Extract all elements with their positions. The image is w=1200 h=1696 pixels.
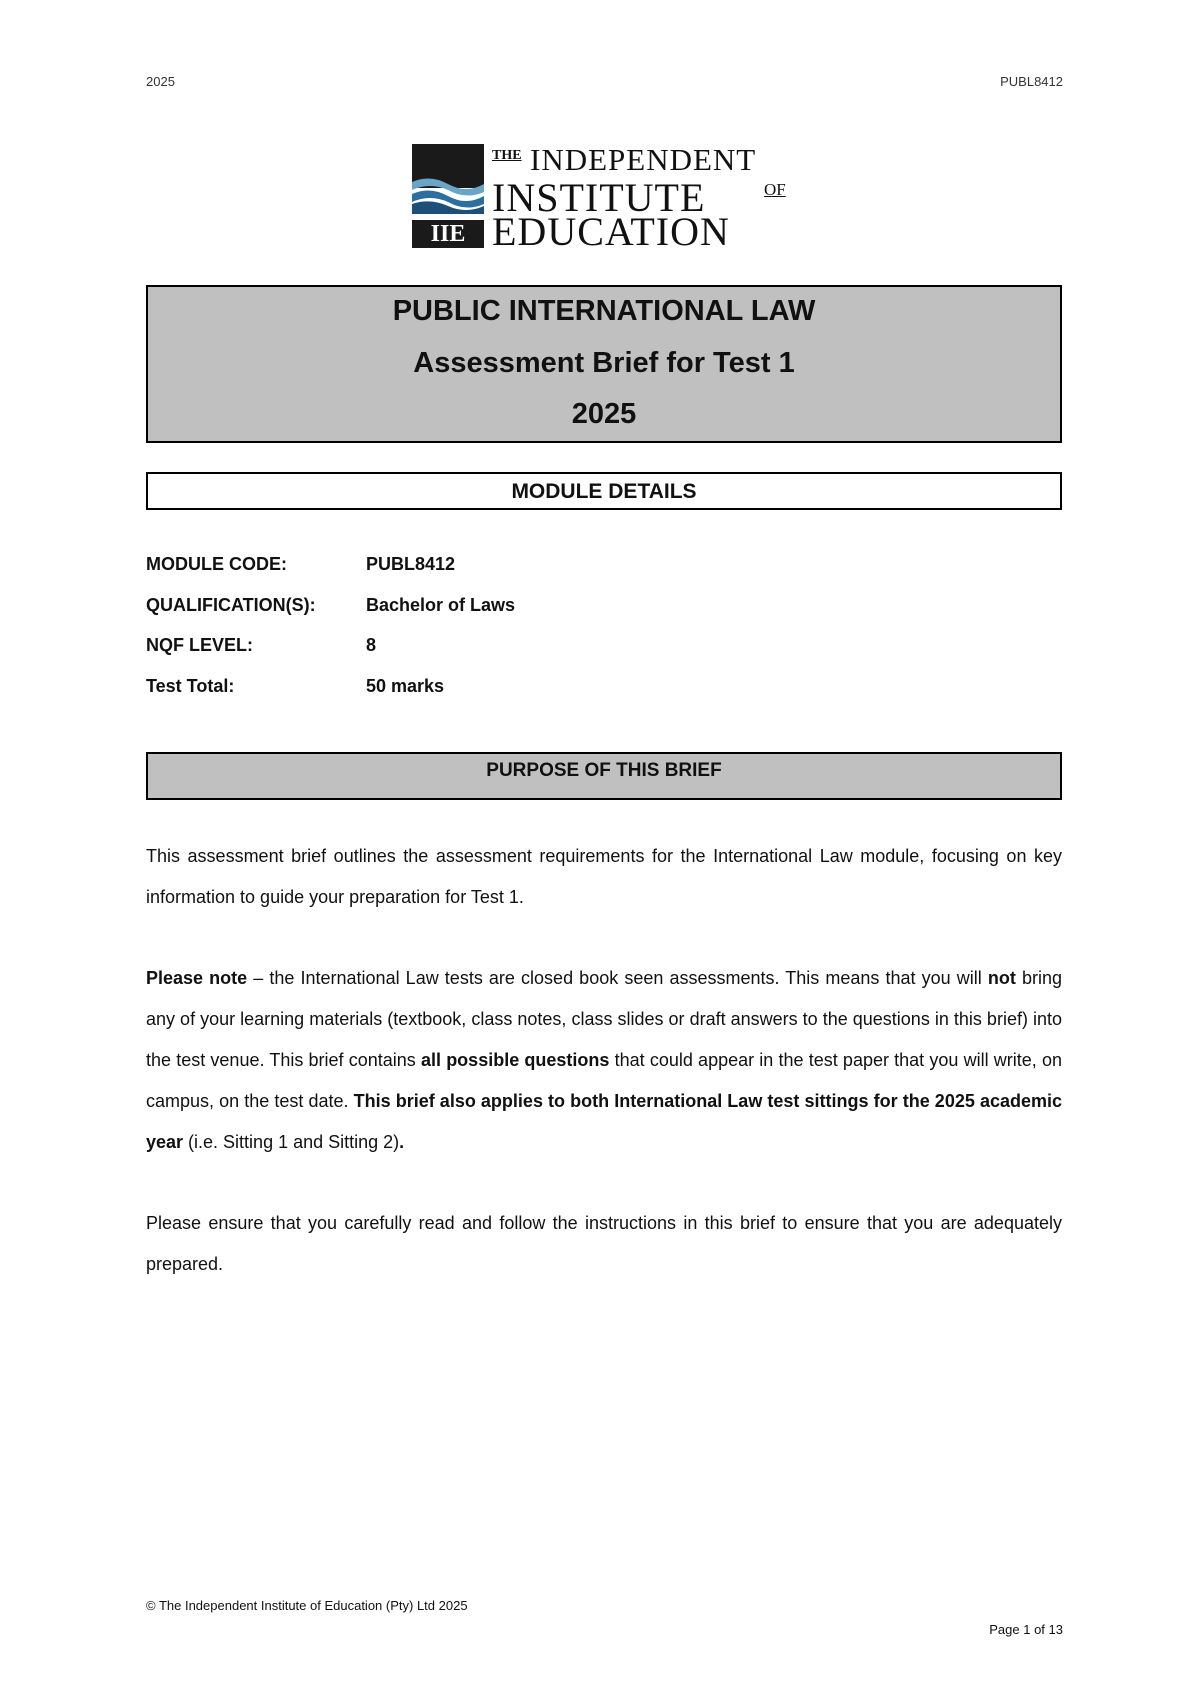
- logo-line3: EDUCATION: [492, 209, 730, 254]
- please-note-label: Please note: [146, 968, 248, 988]
- detail-value-test-total: 50 marks: [366, 676, 445, 696]
- detail-label-qualification: QUALIFICATION(S):: [146, 595, 316, 615]
- logo-line1: INDEPENDENT: [530, 142, 757, 177]
- p2-applies-to-both: This brief also applies to both International Law test sittings for the 2025 academic year: [146, 1091, 1063, 1152]
- title-assessment: Assessment Brief for Test 1: [413, 347, 795, 379]
- p2-text-1: – the International Law tests are closed book seen assessments. This means that you will: [247, 968, 988, 988]
- p2-text-2: bring any of your learning materials (textbook, class notes, class slides or draft answers to the questions in this brief) into the test venue. This brief contains: [146, 968, 1062, 1070]
- logo-mark: IIE: [430, 221, 466, 247]
- detail-value-nqf-level: 8: [366, 635, 377, 655]
- purpose-heading-box: [146, 752, 1062, 800]
- iie-logo: [412, 142, 798, 254]
- logo-of: OF: [764, 180, 786, 199]
- module-details-heading-box: [146, 472, 1062, 510]
- logo-the: THE: [492, 148, 522, 163]
- purpose-paragraph-1: This assessment brief outlines the assessment requirements for the International Law module, focusing on key information to guide your preparation for Test 1.: [146, 846, 1062, 907]
- p2-text-3: that could appear in the test paper that you will write, on campus, on the test date.: [146, 1050, 1063, 1111]
- detail-value-qualification: Bachelor of Laws: [366, 595, 516, 615]
- detail-label-nqf-level: NQF LEVEL:: [146, 635, 253, 655]
- p2-period: .: [399, 1132, 405, 1152]
- footer-copyright: © The Independent Institute of Education (Pty) Ltd 2025: [146, 1598, 468, 1613]
- detail-value-module-code: PUBL8412: [366, 554, 456, 574]
- purpose-paragraph-2: [146, 958, 1062, 1163]
- detail-label-module-code: MODULE CODE:: [146, 554, 287, 574]
- p2-sittings: (i.e. Sitting 1 and Sitting 2): [183, 1132, 400, 1152]
- detail-label-test-total: Test Total:: [146, 676, 235, 696]
- logo-line2: INSTITUTE: [492, 175, 706, 220]
- p2-not: not: [987, 968, 1016, 988]
- header-module-code: PUBL8412: [1000, 74, 1063, 89]
- footer-page-number: Page 1 of 13: [989, 1622, 1063, 1637]
- title-box: [146, 285, 1062, 443]
- title-subject: PUBLIC INTERNATIONAL LAW: [392, 295, 816, 327]
- header-year: 2025: [146, 74, 175, 89]
- purpose-heading: PURPOSE OF THIS BRIEF: [486, 760, 722, 781]
- p2-all-possible-questions: all possible questions: [420, 1050, 610, 1070]
- title-year: 2025: [571, 398, 637, 430]
- module-details-heading: MODULE DETAILS: [511, 480, 697, 503]
- purpose-paragraph-3: Please ensure that you carefully read and follow the instructions in this brief to ensure that you are adequately prepared.: [146, 1213, 1062, 1274]
